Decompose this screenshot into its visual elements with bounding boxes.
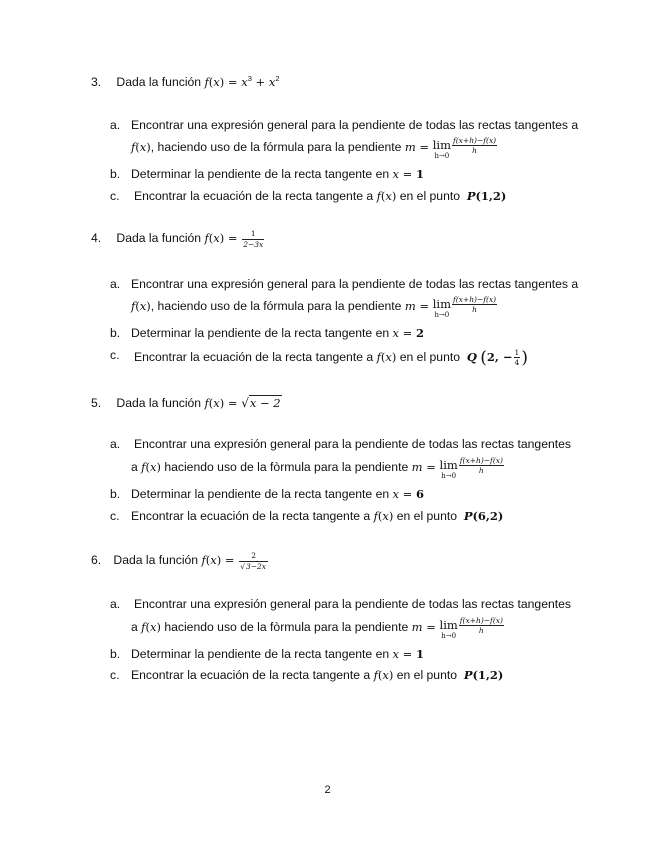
item-label: a. — [110, 597, 121, 611]
problem-number: 3. — [91, 75, 102, 89]
problem-number: 6. — [91, 553, 102, 568]
item-c-text: Encontrar la ecuación de la recta tangente a — [131, 509, 371, 523]
function-definition: f(x) = √x − 2 — [204, 396, 281, 410]
problem-5-item-a — [110, 437, 120, 451]
item-a-line2: f(x), haciendo uso de la fórmula para la pendiente m = lim h→0 $\frac{f(x+h)-f(x)}{h}$ — [131, 294, 497, 319]
item-c-text-mid: en el punto — [399, 189, 461, 203]
item-a-line2: a f(x) haciendo uso de la fòrmula para la pendiente m = lim h→0 $\frac{f(x+h)-f(x)}{h}$ — [131, 615, 503, 640]
problem-6-item-b: b. Determinar la pendiente de la recta tangente en x = 1 — [110, 647, 424, 661]
function-definition: f(x) = $\frac{2}{√3-2x}$ — [201, 551, 267, 571]
problem-intro: Dada la función — [116, 231, 202, 246]
slope-formula: m = lim h→0 $\frac{f(x+h)-f(x)}{h}$ — [411, 455, 503, 480]
item-label: c. — [110, 189, 120, 203]
item-label: b. — [110, 167, 121, 181]
item-b-text: Determinar la pendiente de la recta tangente en — [131, 647, 390, 661]
item-b-text: Determinar la pendiente de la recta tangente en — [131, 326, 390, 340]
function-definition: $f(x) = x^3 + x^2$ — [204, 74, 280, 89]
problem-4-item-c: c. Encontrar la ecuación de la recta tangente a f(x) en el punto Q (2, − $\frac{1}{4}$ ) — [110, 347, 528, 368]
item-label: c. — [110, 668, 120, 682]
item-a-line2: f(x), haciendo uso de la fórmula para la pendiente m = lim h→0 $\frac{f(x+h)-f(x)}{h}$ — [131, 135, 497, 160]
item-label: a. — [110, 118, 121, 132]
problem-number: 5. — [91, 396, 102, 410]
slope-formula: m = lim h→0 $\frac{f(x+h)-f(x)}{h}$ — [411, 615, 503, 640]
item-label: c. — [110, 348, 120, 362]
item-a-line1: Encontrar una expresión general para la pendiente de todas las rectas tangentes — [134, 437, 572, 451]
item-a-line2-text: haciendo uso de la fòrmula para la pendiente — [164, 460, 409, 474]
item-a-line1: Encontrar una expresión general para la pendiente de todas las rectas tangentes a — [131, 277, 579, 291]
item-c-text-mid: en el punto — [396, 509, 458, 523]
item-a-line2: a f(x) haciendo uso de la fòrmula para la pendiente m = lim h→0 $\frac{f(x+h)-f(x)}{h}$ — [131, 455, 503, 480]
problem-5-heading — [91, 396, 282, 410]
problem-4-item-b: b. Determinar la pendiente de la recta tangente en x = 2 — [110, 326, 424, 340]
problem-intro: Dada la función — [116, 75, 202, 89]
item-label: c. — [110, 509, 120, 523]
problem-intro: Dada la función — [113, 553, 199, 568]
problem-6-item-a — [110, 597, 120, 611]
slope-formula: m = lim h→0 $\frac{f(x+h)-f(x)}{h}$ — [404, 294, 497, 319]
page-number: 2 — [324, 784, 331, 796]
problem-intro: Dada la función — [116, 396, 202, 410]
item-b-text: Determinar la pendiente de la recta tangente en — [131, 167, 390, 181]
problem-6-heading — [91, 552, 269, 570]
item-c-text: Encontrar la ecuación de la recta tangente a — [134, 189, 374, 203]
item-label: a. — [110, 277, 121, 291]
problem-3-heading — [91, 75, 279, 89]
problem-number: 4. — [91, 231, 102, 246]
problem-6-item-c: c. Encontrar la ecuación de la recta tangente a f(x) en el punto P(1,2) — [110, 668, 504, 682]
problem-3-item-b: b. Determinar la pendiente de la recta tangente en x = 1 — [110, 167, 424, 181]
item-label: b. — [110, 647, 121, 661]
item-c-text-mid: en el punto — [399, 350, 461, 364]
problem-4-heading — [91, 230, 265, 248]
item-label: a. — [110, 437, 121, 451]
problem-5-item-c: c. Encontrar la ecuación de la recta tangente a f(x) en el punto P(6,2) — [110, 509, 504, 523]
item-a-line2-text: , haciendo uso de la fórmula para la pendiente — [150, 140, 402, 154]
problem-4-item-a — [110, 277, 120, 291]
item-c-text-mid: en el punto — [396, 668, 458, 682]
function-definition: f(x) = $\frac{1}{2-3x}$ — [204, 229, 264, 249]
item-a-line1: Encontrar una expresión general para la pendiente de todas las rectas tangentes a — [131, 118, 579, 132]
item-a-line2-text: , haciendo uso de la fórmula para la pendiente — [150, 299, 402, 313]
item-a-line2-text: haciendo uso de la fòrmula para la pendiente — [164, 620, 409, 634]
item-b-text: Determinar la pendiente de la recta tangente en — [131, 487, 390, 501]
item-c-text: Encontrar la ecuación de la recta tangente a — [131, 668, 371, 682]
problem-5-item-b: b. Determinar la pendiente de la recta tangente en x = 6 — [110, 487, 424, 501]
item-label: b. — [110, 487, 121, 501]
item-c-text: Encontrar la ecuación de la recta tangente a — [134, 350, 374, 364]
problem-3-item-c: c. Encontrar la ecuación de la recta tangente a f(x) en el punto P(1,2) — [110, 189, 507, 203]
slope-formula: m = lim h→0 $\frac{f(x+h)-f(x)}{h}$ — [404, 135, 497, 160]
item-label: b. — [110, 326, 121, 340]
item-a-line1: Encontrar una expresión general para la pendiente de todas las rectas tangentes — [134, 597, 572, 611]
